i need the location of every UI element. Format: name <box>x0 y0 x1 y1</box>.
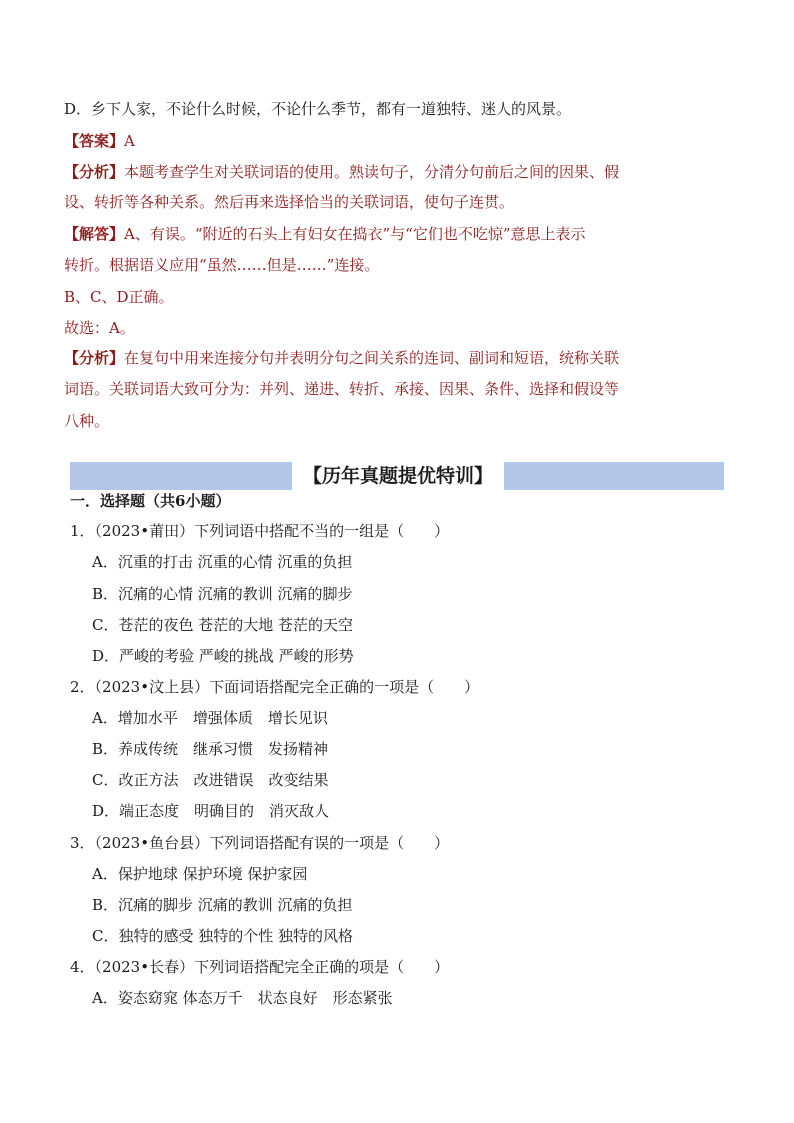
question-3-stem: 3．（2023•鱼台县）下列词语搭配有误的一项是（ ） <box>70 834 450 852</box>
answer-value: A <box>124 132 135 150</box>
question-3-option-c: C．独特的感受 独特的个性 独特的风格 <box>92 927 354 945</box>
question-1-option-a: A．沉重的打击 沉重的心情 沉重的负担 <box>92 553 353 571</box>
section-title: 一．选择题（共6小题） <box>70 492 231 510</box>
banner-bar-left <box>70 462 292 490</box>
solution-tag: 【解答】 <box>64 225 125 243</box>
question-3-option-a: A．保护地球 保护环境 保护家园 <box>92 865 308 883</box>
answer-line <box>64 131 135 151</box>
prev-option-d: D．乡下人家，不论什么时候，不论什么季节，都有一道独特、迷人的风景。 <box>64 100 572 118</box>
analysis-line-1 <box>64 162 619 182</box>
analysis-text-1: 本题考查学生对关联词语的使用。熟读句子，分清分句前后之间的因果、假 <box>124 163 620 181</box>
analysis2-line-1 <box>64 348 619 368</box>
question-2-option-a: A．增加水平 增强体质 增长见识 <box>92 709 328 727</box>
solution-line-3: B、C、D正确。 <box>64 288 174 306</box>
question-3-option-b: B．沉痛的脚步 沉痛的教训 沉痛的负担 <box>92 896 353 914</box>
analysis-tag: 【分析】 <box>64 163 125 181</box>
question-4-stem: 4．（2023•长春）下列词语搭配完全正确的项是（ ） <box>70 958 450 976</box>
answer-tag: 【答案】 <box>64 132 125 150</box>
question-1-option-d: D．严峻的考验 严峻的挑战 严峻的形势 <box>92 647 354 665</box>
banner-title: 【历年真题提优特训】 <box>302 465 493 487</box>
analysis2-text-1: 在复句中用来连接分句并表明分句之间关系的连词、副词和短语，统称关联 <box>124 349 620 367</box>
solution-line-4: 故选：A。 <box>64 319 135 337</box>
question-2-option-d: D．端正态度 明确目的 消灭敌人 <box>92 802 330 820</box>
question-2-option-b: B．养成传统 继承习惯 发扬精神 <box>92 740 329 758</box>
question-1-option-b: B．沉痛的心情 沉痛的教训 沉痛的脚步 <box>92 585 353 603</box>
analysis2-line-3: 八种。 <box>64 412 110 430</box>
question-1-stem: 1．（2023•莆田）下列词语中搭配不当的一组是（ ） <box>70 522 450 540</box>
question-2-option-c: C．改正方法 改进错误 改变结果 <box>92 771 329 789</box>
analysis-line-2: 设、转折等各种关系。然后再来选择恰当的关联词语，使句子连贯。 <box>64 193 515 211</box>
analysis2-tag: 【分析】 <box>64 349 125 367</box>
question-2-stem: 2．（2023•汶上县）下面词语搭配完全正确的一项是（ ） <box>70 678 480 696</box>
section-banner <box>70 462 724 490</box>
banner-bar-right <box>504 462 724 490</box>
analysis2-line-2: 词语。关联词语大致可分为：并列、递进、转折、承接、因果、条件、选择和假设等 <box>64 380 620 398</box>
solution-text-1: A、有误。“附近的石头上有妇女在捣衣”与“它们也不吃惊”意思上表示 <box>124 225 586 243</box>
question-4-option-a: A．姿态窈窕 体态万千 状态良好 形态紧张 <box>92 989 393 1007</box>
solution-line-1 <box>64 224 586 244</box>
question-1-option-c: C．苍茫的夜色 苍茫的大地 苍茫的天空 <box>92 616 354 634</box>
solution-line-2: 转折。根据语义应用“虽然……但是……”连接。 <box>64 256 380 274</box>
